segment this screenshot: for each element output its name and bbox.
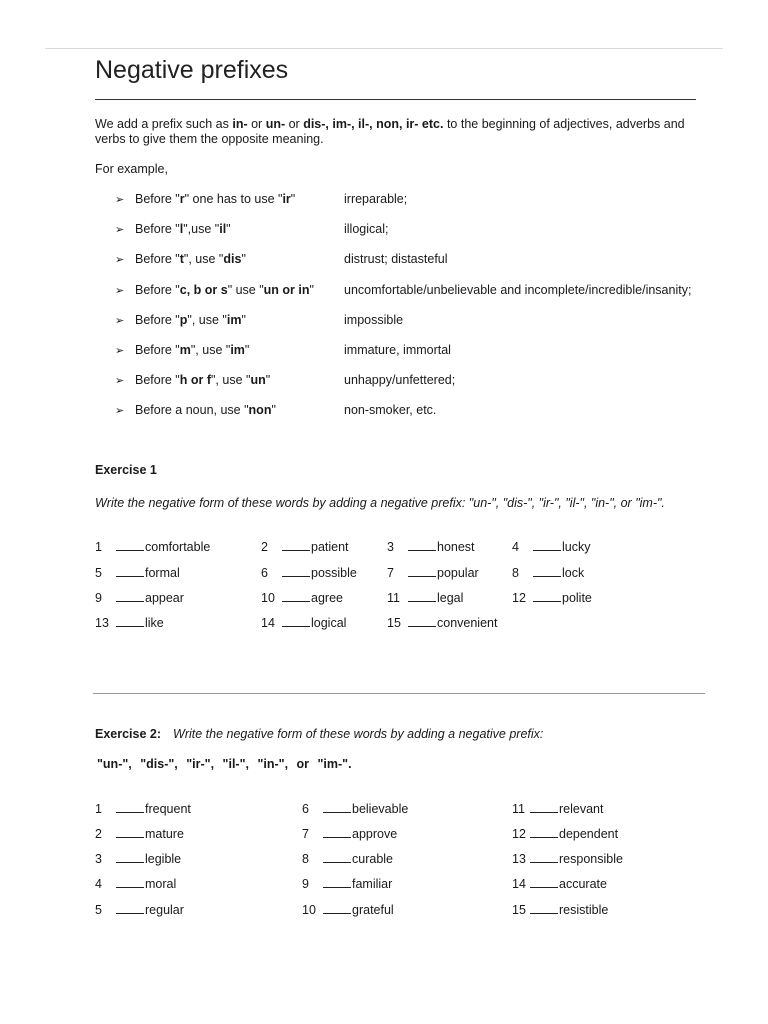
answer-blank[interactable]: [282, 591, 310, 602]
answer-blank[interactable]: [116, 877, 144, 888]
answer-blank[interactable]: [116, 591, 144, 602]
rule-prefix: ir: [282, 192, 291, 206]
exercise-item: [512, 903, 608, 917]
rule-post: ": [271, 403, 276, 417]
rule-pre: Before ": [135, 192, 180, 206]
rule-example: impossible: [344, 313, 404, 327]
answer-blank[interactable]: [282, 616, 310, 627]
rule-example: non-smoker, etc.: [344, 403, 437, 417]
exercise1-instruction: Write the negative form of these words by adding a negative prefix: "un-", "dis-", "ir-", "il-", "in-", or "im-".: [95, 496, 665, 510]
exercise-item: [261, 591, 343, 605]
exercise-item: [95, 852, 181, 866]
item-number: 15: [387, 616, 401, 630]
exercise-item: [261, 616, 346, 630]
item-number: 7: [387, 566, 394, 580]
item-number: 6: [261, 566, 268, 580]
exercise-item: [512, 566, 584, 580]
rule-pre: Before ": [135, 222, 180, 236]
arrow-bullet-icon: ➢: [115, 285, 125, 297]
exercise-item: [261, 566, 357, 580]
rule-mid: ", use ": [190, 343, 231, 357]
item-number: 8: [302, 852, 309, 866]
rule-letter: h or f: [179, 373, 211, 387]
item-word: grateful: [352, 903, 394, 917]
section-divider: [93, 693, 705, 694]
rule-letter: c, b or s: [179, 283, 228, 297]
title-rule: [95, 99, 696, 100]
answer-blank[interactable]: [323, 802, 351, 813]
item-word: approve: [352, 827, 398, 841]
answer-blank[interactable]: [533, 566, 561, 577]
item-word: resistible: [559, 903, 609, 917]
exercise-item: [95, 877, 176, 891]
rule-post: ": [241, 313, 246, 327]
item-number: 11: [512, 802, 525, 816]
arrow-bullet-icon: ➢: [115, 345, 125, 357]
answer-blank[interactable]: [323, 903, 351, 914]
item-word: convenient: [437, 616, 498, 630]
item-word: relevant: [559, 802, 604, 816]
rule-letter: r: [179, 192, 185, 206]
rule-letter: p: [179, 313, 188, 327]
arrow-bullet-icon: ➢: [115, 224, 125, 236]
answer-blank[interactable]: [323, 852, 351, 863]
item-word: comfortable: [145, 540, 211, 554]
item-word: polite: [562, 591, 592, 605]
item-number: 6: [302, 802, 309, 816]
item-word: lucky: [562, 540, 591, 554]
exercise-item: [387, 616, 497, 630]
item-word: legal: [437, 591, 464, 605]
item-number: 4: [95, 877, 102, 891]
item-word: regular: [145, 903, 184, 917]
item-number: 2: [95, 827, 102, 841]
rule-letter: l: [179, 222, 184, 236]
item-number: 14: [261, 616, 275, 630]
item-word: appear: [145, 591, 184, 605]
rule-mid: ",use ": [183, 222, 220, 236]
for-example-label: For example,: [95, 162, 168, 176]
item-number: 8: [512, 566, 519, 580]
rule-post: ": [244, 343, 250, 357]
exercise-item: [261, 540, 349, 554]
item-word: dependent: [559, 827, 619, 841]
answer-blank[interactable]: [323, 877, 351, 888]
rule-example: irreparable;: [344, 192, 408, 206]
answer-blank[interactable]: [533, 591, 561, 602]
rule-prefix: il: [219, 222, 227, 236]
prefix-rule-row: [115, 192, 408, 206]
answer-blank[interactable]: [323, 827, 351, 838]
item-number: 3: [387, 540, 394, 554]
rule-mid: ", use ": [211, 373, 251, 387]
exercise-item: [512, 852, 623, 866]
item-number: 9: [95, 591, 102, 605]
exercise-item: [512, 877, 607, 891]
exercise-item: [302, 827, 397, 841]
exercise1-heading: Exercise 1: [95, 463, 157, 477]
intro-bold: dis-, im-, il-, non, ir- etc.: [303, 117, 444, 131]
intro-text: or: [285, 117, 304, 131]
item-word: mature: [145, 827, 184, 841]
rule-mid: " one has to use ": [184, 192, 283, 206]
item-number: 12: [512, 591, 526, 605]
prefix-rule-row: [115, 252, 448, 266]
rule-post: ": [241, 252, 246, 266]
item-word: moral: [145, 877, 177, 891]
exercise-item: [387, 566, 479, 580]
rule-prefix: un: [250, 373, 266, 387]
exercise-item: [387, 591, 463, 605]
item-number: 4: [512, 540, 519, 554]
answer-blank[interactable]: [116, 903, 144, 914]
exercise-item: [512, 827, 618, 841]
exercise2-instruction: Write the negative form of these words by adding a negative prefix:: [173, 727, 544, 741]
answer-blank[interactable]: [116, 827, 144, 838]
rule-pre: Before ": [135, 252, 180, 266]
prefix-rule-row: [115, 373, 456, 387]
item-word: curable: [352, 852, 393, 866]
item-number: 11: [387, 591, 400, 605]
item-word: honest: [437, 540, 475, 554]
answer-blank[interactable]: [282, 540, 310, 551]
rule-example: illogical;: [344, 222, 389, 236]
exercise-item: [302, 852, 393, 866]
item-word: frequent: [145, 802, 191, 816]
rule-pre: Before ": [135, 313, 180, 327]
rule-prefix: un or in: [263, 283, 310, 297]
exercise-item: [95, 903, 184, 917]
prefix-rule-row: [115, 343, 451, 357]
rule-example: distrust; distasteful: [344, 252, 448, 266]
exercise-item: [302, 877, 392, 891]
rule-letter: t: [179, 252, 184, 266]
item-number: 9: [302, 877, 309, 891]
intro-paragraph: [95, 117, 705, 147]
prefix-rule-row: [115, 403, 437, 417]
prefix-rule-row: [115, 283, 692, 297]
intro-text: We add a prefix such as: [95, 117, 233, 131]
intro-bold: in-: [232, 117, 248, 131]
exercise-item: [512, 802, 603, 816]
item-number: 12: [512, 827, 526, 841]
answer-blank[interactable]: [116, 852, 144, 863]
rule-pre: Before ": [135, 343, 180, 357]
answer-blank[interactable]: [408, 591, 436, 602]
answer-blank[interactable]: [408, 566, 436, 577]
item-word: lock: [562, 566, 585, 580]
answer-blank[interactable]: [530, 802, 558, 813]
item-number: 14: [512, 877, 526, 891]
exercise-item: [95, 540, 210, 554]
answer-blank[interactable]: [116, 616, 144, 627]
rule-post: ": [226, 222, 231, 236]
exercise-item: [95, 566, 180, 580]
arrow-bullet-icon: ➢: [115, 405, 125, 417]
item-word: possible: [311, 566, 357, 580]
rule-pre: Before ": [135, 373, 180, 387]
intro-text: to the beginning of adjectives, adverbs and verbs to give them the opposite meaning.: [95, 117, 685, 146]
item-word: legible: [145, 852, 182, 866]
item-word: familiar: [352, 877, 393, 891]
answer-blank[interactable]: [282, 566, 310, 577]
item-word: popular: [437, 566, 479, 580]
item-number: 1: [95, 802, 102, 816]
rule-prefix: im: [226, 313, 242, 327]
item-number: 7: [302, 827, 309, 841]
exercise-item: [302, 903, 394, 917]
rule-post: ": [309, 283, 314, 297]
exercise-item: [95, 591, 184, 605]
rule-example: immature, immortal: [344, 343, 451, 357]
rule-prefix: dis: [223, 252, 242, 266]
rule-prefix: non: [248, 403, 272, 417]
page-title: Negative prefixes: [95, 56, 289, 84]
answer-blank[interactable]: [530, 903, 558, 914]
rule-letter: m: [179, 343, 191, 357]
arrow-bullet-icon: ➢: [115, 315, 125, 327]
intro-text: or: [247, 117, 266, 131]
rule-mid: ", use ": [183, 252, 224, 266]
exercise-item: [302, 802, 408, 816]
item-number: 2: [261, 540, 268, 554]
prefix-rule-row: [115, 222, 389, 236]
top-divider: [45, 48, 723, 49]
intro-bold: un-: [265, 117, 286, 131]
answer-blank[interactable]: [530, 852, 558, 863]
arrow-bullet-icon: ➢: [115, 254, 125, 266]
rule-prefix: im: [230, 343, 245, 357]
arrow-bullet-icon: ➢: [115, 194, 125, 206]
rule-mid: ", use ": [187, 313, 227, 327]
rule-post: ": [290, 192, 296, 206]
item-word: formal: [145, 566, 180, 580]
rule-post: ": [265, 373, 271, 387]
item-number: 15: [512, 903, 526, 917]
answer-blank[interactable]: [116, 540, 144, 551]
answer-blank[interactable]: [530, 827, 558, 838]
item-number: 1: [95, 540, 102, 554]
exercise2-heading: Exercise 2:: [95, 727, 162, 741]
rule-mid: " use ": [227, 283, 264, 297]
item-number: 5: [95, 903, 102, 917]
item-number: 3: [95, 852, 102, 866]
item-number: 10: [302, 903, 316, 917]
exercise-item: [95, 616, 164, 630]
item-number: 13: [512, 852, 526, 866]
answer-blank[interactable]: [408, 540, 436, 551]
answer-blank[interactable]: [533, 540, 561, 551]
item-word: like: [145, 616, 164, 630]
exercise-item: [95, 802, 191, 816]
item-number: 13: [95, 616, 109, 630]
item-word: patient: [311, 540, 349, 554]
rule-example: unhappy/unfettered;: [344, 373, 456, 387]
answer-blank[interactable]: [530, 877, 558, 888]
item-word: accurate: [559, 877, 607, 891]
item-word: logical: [311, 616, 347, 630]
rule-pre: Before ": [135, 283, 180, 297]
answer-blank[interactable]: [116, 802, 144, 813]
arrow-bullet-icon: ➢: [115, 375, 125, 387]
exercise2-header: [95, 727, 543, 741]
exercise-item: [387, 540, 475, 554]
rule-pre: Before a noun, use ": [135, 403, 249, 417]
item-word: responsible: [559, 852, 623, 866]
rule-example: uncomfortable/unbelievable and incomplete/incredible/insanity;: [344, 283, 692, 297]
exercise-item: [512, 540, 590, 554]
answer-blank[interactable]: [116, 566, 144, 577]
item-number: 10: [261, 591, 275, 605]
item-number: 5: [95, 566, 102, 580]
exercise2-prefix-list: "un-", "dis-", "ir-", "il-", "in-", or "im-".: [97, 757, 352, 771]
answer-blank[interactable]: [408, 616, 436, 627]
exercise-item: [95, 827, 184, 841]
exercise-item: [512, 591, 592, 605]
prefix-rule-row: [115, 313, 404, 327]
item-word: believable: [352, 802, 409, 816]
item-word: agree: [311, 591, 343, 605]
